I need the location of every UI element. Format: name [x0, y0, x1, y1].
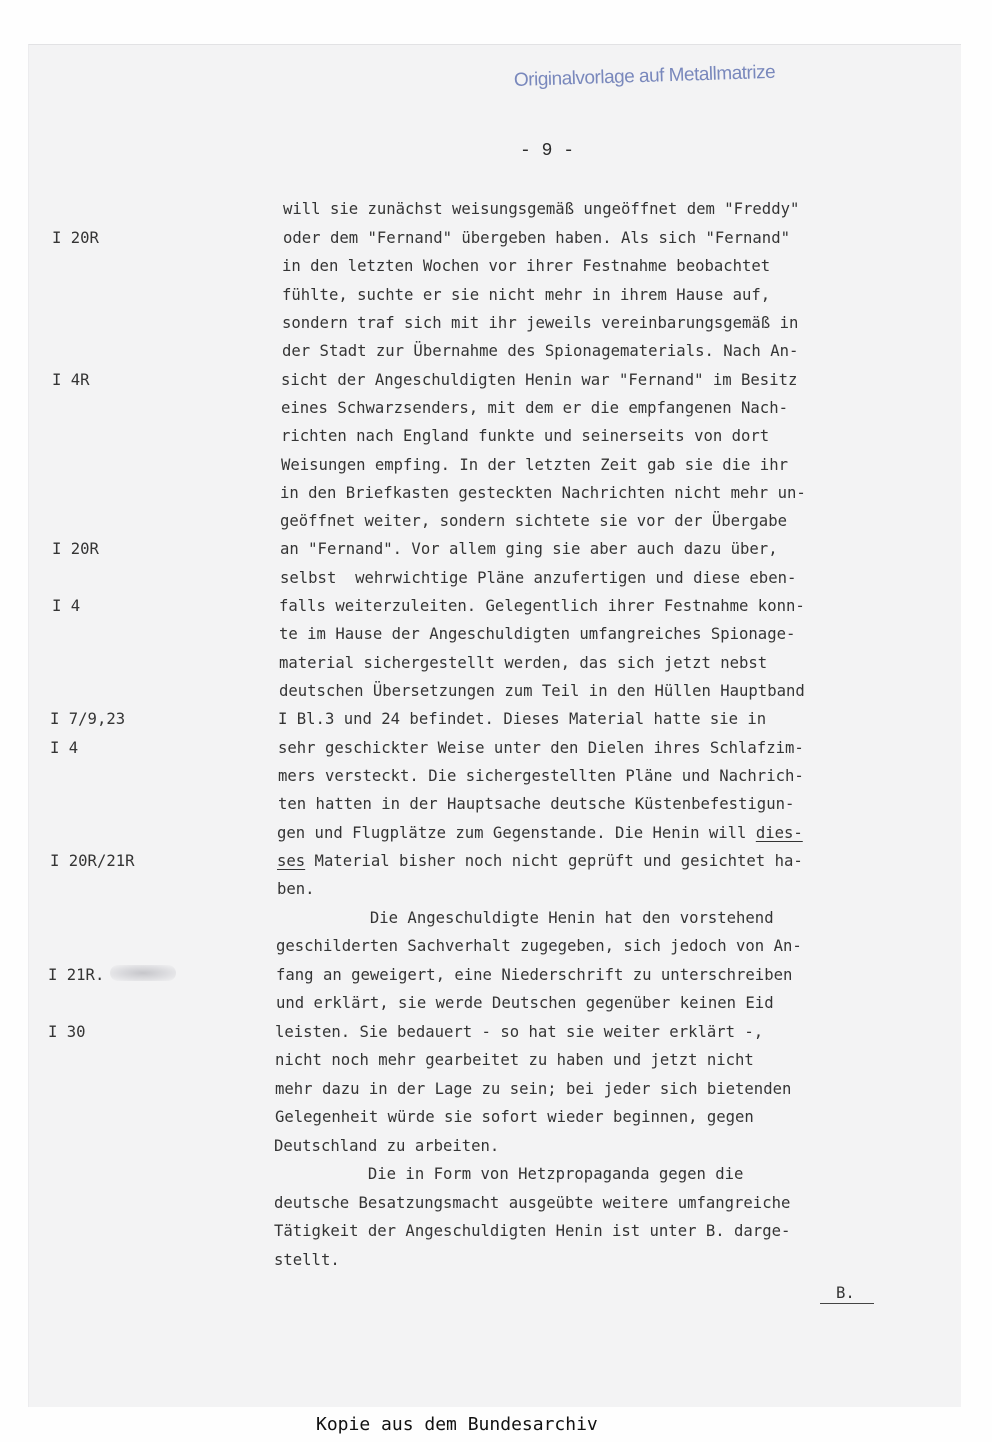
body-line: richten nach England funkte und seinerseits von dort: [281, 427, 770, 445]
body-line: geöffnet weiter, sondern sichtete sie vor der Übergabe: [280, 512, 787, 530]
body-line: Die Angeschuldigte Henin hat den vorstehend: [276, 909, 774, 927]
section-mark-underline: [820, 1303, 874, 1304]
margin-ref: I 7/9,23: [50, 710, 126, 728]
body-line: leisten. Sie bedauert - so hat sie weiter erklärt -,: [275, 1023, 764, 1041]
body-line: sicht der Angeschuldigten Henin war "Fernand" im Besitz: [281, 371, 798, 389]
body-line: ben.: [277, 880, 315, 898]
body-line: [277, 850, 803, 872]
body-line: Die in Form von Hetzpropaganda gegen die: [274, 1165, 744, 1183]
body-line: oder dem "Fernand" übergeben haben. Als sich "Fernand": [283, 229, 790, 247]
margin-ref: I 20R: [52, 229, 99, 247]
body-line: [277, 822, 803, 844]
body-line: und erklärt, sie werde Deutschen gegenüber keinen Eid: [276, 994, 774, 1012]
body-line: ten hatten in der Hauptsache deutsche Küstenbefestigun-: [278, 795, 795, 813]
body-line: fühlte, suchte er sie nicht mehr in ihrem Hause auf,: [282, 286, 771, 304]
body-line: will sie zunächst weisungsgemäß ungeöffnet dem "Freddy": [283, 200, 800, 218]
body-line: Weisungen empfing. In der letzten Zeit gab sie die ihr: [281, 456, 788, 474]
body-line: sehr geschickter Weise unter den Dielen ihres Schlafzim-: [278, 739, 804, 757]
body-line: Tätigkeit der Angeschuldigten Henin ist unter B. darge-: [274, 1222, 791, 1240]
page-number: - 9 -: [520, 141, 575, 161]
margin-ref: I 20R/21R: [50, 852, 135, 870]
body-line: an "Fernand". Vor allem ging sie aber auch dazu über,: [280, 540, 778, 558]
body-line: Deutschland zu arbeiten.: [274, 1137, 500, 1155]
body-line: selbst wehrwichtige Pläne anzufertigen und diese eben-: [280, 569, 797, 587]
body-line: deutschen Übersetzungen zum Teil in den Hüllen Hauptband: [279, 682, 805, 700]
body-line: stellt.: [274, 1251, 340, 1269]
body-line: material sichergestellt werden, das sich jetzt nebst: [279, 654, 768, 672]
body-line: falls weiterzuleiten. Gelegentlich ihrer Festnahme konn-: [279, 597, 805, 615]
margin-ref: I 30: [48, 1023, 86, 1041]
body-line: te im Hause der Angeschuldigten umfangreiches Spionage-: [279, 625, 796, 643]
body-line: geschilderten Sachverhalt zugegeben, sich jedoch von An-: [276, 937, 802, 955]
archive-footer: Kopie aus dem Bundesarchiv: [316, 1414, 598, 1435]
body-line: fang an geweigert, eine Niederschrift zu unterschreiben: [276, 966, 793, 984]
archive-stamp: Originalvorlage auf Metallmatrize: [513, 61, 776, 91]
body-line: mers versteckt. Die sichergestellten Pläne und Nachrich-: [278, 767, 804, 785]
body-line: nicht noch mehr gearbeitet zu haben und jetzt nicht: [275, 1051, 754, 1069]
body-line: sondern traf sich mit ihr jeweils vereinbarungsgemäß in: [282, 314, 799, 332]
margin-ref: I 4: [52, 597, 81, 615]
body-line: I Bl.3 und 24 befindet. Dieses Material hatte sie in: [278, 710, 767, 728]
margin-ref: I 4R: [52, 371, 90, 389]
margin-ref: I 20R: [52, 540, 99, 558]
body-line: mehr dazu in der Lage zu sein; bei jeder sich bietenden: [275, 1080, 792, 1098]
body-line: in den letzten Wochen vor ihrer Festnahme beobachtet: [282, 257, 771, 275]
body-line: in den Briefkasten gesteckten Nachrichten nicht mehr un-: [280, 484, 806, 502]
body-line: eines Schwarzsenders, mit dem er die empfangenen Nach-: [281, 399, 788, 417]
underlined-word: ses: [277, 852, 306, 870]
margin-ref: I 21R.: [48, 966, 105, 984]
body-line-text: Material bisher noch nicht geprüft und gesichtet ha-: [305, 852, 803, 870]
ink-smudge: [110, 965, 176, 981]
margin-ref: I 4: [50, 739, 79, 757]
body-line: Gelegenheit würde sie sofort wieder beginnen, gegen: [275, 1108, 754, 1126]
body-line: deutsche Besatzungsmacht ausgeübte weitere umfangreiche: [274, 1194, 791, 1212]
underlined-word: dies-: [755, 824, 803, 842]
body-line-text: gen und Flugplätze zum Gegenstande. Die Henin will: [277, 824, 756, 842]
section-mark: B.: [836, 1284, 855, 1302]
body-line: der Stadt zur Übernahme des Spionagematerials. Nach An-: [282, 342, 799, 360]
